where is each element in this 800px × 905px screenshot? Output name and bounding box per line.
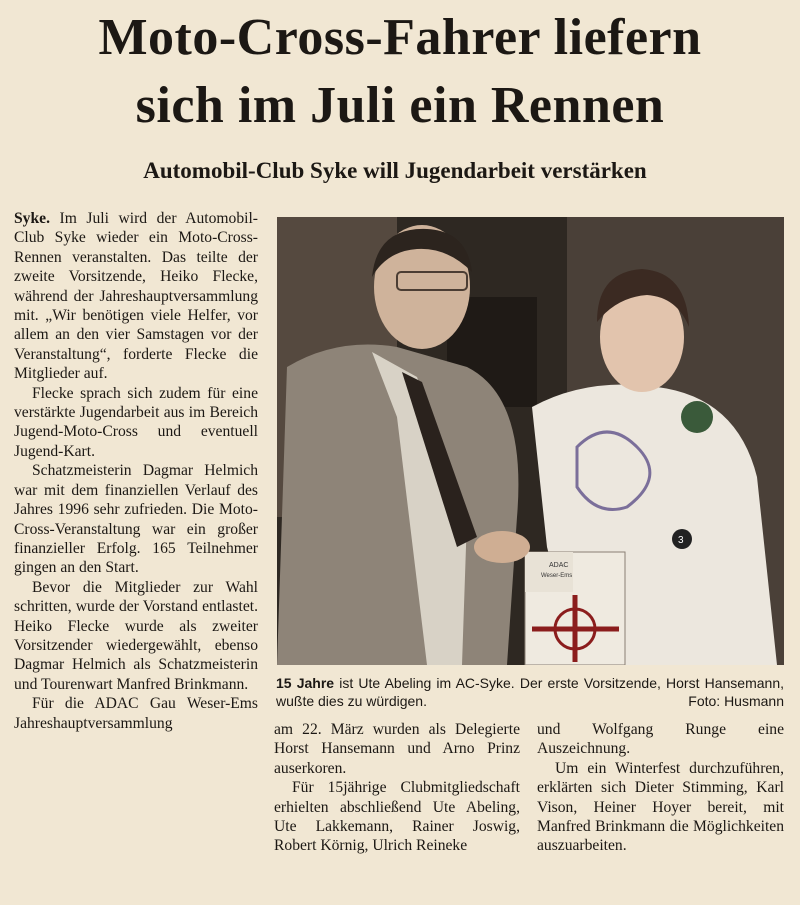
paragraph-text: Im Juli wird der Automobil-Club Syke wieder ein Moto-Cross-Rennen veranstalten. Das teilte der zweite Vorsitzende, Heiko Flecke, während der Jahreshauptversammlung mit. „Wir benötigen viele Helfer, vor allem an den vier Samstagen vor der Veranstaltung“, forderte Flecke die Mitglieder auf. bbox=[14, 210, 258, 383]
news-photo bbox=[277, 217, 784, 665]
paragraph: Um ein Winterfest durchzuführen, erklärten sich Dieter Stimming, Karl Vison, Heiner Hoyer bereit, mit Manfred Brinkmann die Möglichkeiten auszuarbeiten. bbox=[537, 759, 784, 855]
article-column-right bbox=[537, 720, 784, 856]
flag-text-1: ADAC bbox=[549, 562, 569, 569]
paragraph: am 22. März wurden als Delegierte Horst Hansemann und Arno Prinz auserkoren. bbox=[274, 721, 520, 777]
dateline: Syke. bbox=[14, 210, 50, 227]
caption-text: ist Ute Abeling im AC-Syke. Der erste Vorsitzende, Horst Hansemann, wußte dies zu würdigen. bbox=[276, 675, 785, 709]
paragraph: und Wolfgang Runge eine Auszeichnung. bbox=[537, 721, 784, 758]
paragraph: Flecke sprach sich zudem für eine verstärkte Jugendarbeit aus im Bereich Jugend-Moto-Cross und eventuell Jugend-Kart. bbox=[14, 384, 258, 460]
paragraph: Bevor die Mitglieder zur Wahl schritten, wurde der Vorstand entlastet. Heiko Flecke wurde als zweiter Vorsitzender wiedergewählt, ebenso Dagmar Helmich als Schatzmeisterin und Tourenwart Manfred Brinkmann. bbox=[14, 578, 258, 693]
photo-illustration bbox=[277, 217, 784, 665]
caption-lead: 15 Jahre bbox=[276, 675, 335, 691]
headline-line-2: sich im Juli ein Rennen bbox=[135, 77, 665, 134]
headline bbox=[0, 4, 800, 140]
headline-line-1: Moto-Cross-Fahrer liefern bbox=[98, 9, 702, 66]
photo-caption bbox=[276, 674, 784, 710]
paragraph: Für die ADAC Gau Weser-Ems Jahreshauptversammlung bbox=[14, 695, 258, 732]
subheadline: Automobil-Club Syke will Jugendarbeit verstärken bbox=[143, 158, 647, 183]
article-column-middle bbox=[274, 720, 520, 856]
badge-number: 3 bbox=[678, 535, 684, 546]
paragraph: Schatzmeisterin Dagmar Helmich war mit dem finanziellen Verlauf des Jahres 1996 sehr zufrieden. Die Moto-Cross-Veranstaltung war ein großer finanzieller Erfolg. 165 Teilnehmer gingen an den Start. bbox=[14, 462, 258, 577]
paragraph: Für 15jährige Clubmitgliedschaft erhielten abschließend Ute Abeling, Ute Lakkemann, Rainer Joswig, Robert Körnig, Ulrich Reineke bbox=[274, 779, 520, 855]
photo-credit: Foto: Husmann bbox=[688, 693, 784, 709]
article-column-left bbox=[14, 209, 258, 733]
paragraph bbox=[14, 209, 258, 384]
flag-text-2: Weser-Ems bbox=[541, 573, 573, 579]
